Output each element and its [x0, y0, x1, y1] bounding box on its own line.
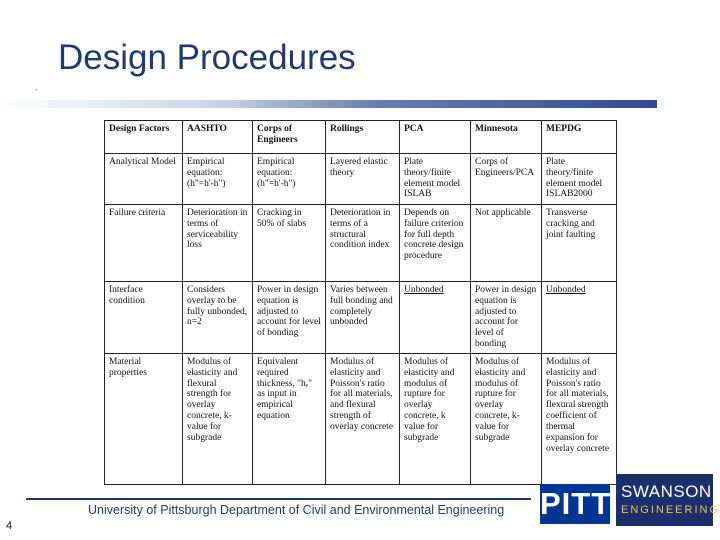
slide-title: Design Procedures: [58, 38, 356, 77]
table-cell: Equivalent required thickness, "hₑ" as input in empirical equation: [253, 353, 326, 484]
design-procedures-table: [104, 120, 617, 485]
table-row: [105, 205, 617, 282]
table-cell: Empirical equation: (h"=h'-h"): [183, 154, 253, 205]
table-cell: Unbonded: [400, 282, 471, 354]
table-row: [105, 154, 617, 205]
table-cell: Power in design equation is adjusted to account for level of bonding: [471, 282, 542, 354]
table-cell: Plate theory/finite element model ISLAB2000: [542, 154, 617, 205]
header-cell: AASHTO: [183, 121, 253, 154]
title-rule-fade: [0, 100, 220, 108]
table-cell: Analytical Model: [105, 154, 183, 205]
table-cell: Cracking in 50% of slabs: [253, 205, 326, 282]
table-cell: Not applicable: [471, 205, 542, 282]
swanson-logo-text: SWANSON: [621, 482, 712, 501]
header-cell: Design Factors: [105, 121, 183, 154]
table-cell: Modulus of elasticity and modulus of rupture for overlay concrete, k-value for subgrade: [471, 353, 542, 484]
table-cell: Considers overlay to be fully unbonded, n=2: [183, 282, 253, 354]
table-cell: Modulus of elasticity and Poisson's ratio for all materials, flexural strength coefficient of thermal expansion for overlay concrete: [542, 353, 617, 484]
table-header-row: [105, 121, 617, 154]
footer-text: University of Pittsburgh Department of Civil and Environmental Engineering: [88, 503, 505, 517]
table-cell: Plate theory/finite element model ISLAB: [400, 154, 471, 205]
pitt-swanson-logo: [540, 474, 720, 526]
table-row: [105, 282, 617, 354]
title-rule: [220, 100, 657, 108]
table-cell: Power in design equation is adjusted to account for level of bonding: [253, 282, 326, 354]
table-cell: Unbonded: [542, 282, 617, 354]
engineering-logo-text: ENGINEERING: [621, 504, 720, 516]
page-number: 4: [6, 520, 13, 532]
table-cell: Transverse cracking and joint faulting: [542, 205, 617, 282]
table-cell: Modulus of elasticity and modulus of rupture for overlay concrete, k value for subgrade: [400, 353, 471, 484]
table-cell: Corps of Engineers/PCA: [471, 154, 542, 205]
tick-mark: `: [35, 88, 38, 98]
swanson-logo-block: [616, 474, 720, 526]
table-cell: Deterioration in terms of a structural condition index: [326, 205, 400, 282]
table-row: [105, 353, 617, 484]
table-cell: Modulus of elasticity and Poisson's ratio for all materials, and flexural strength of overlay concrete: [326, 353, 400, 484]
table-cell: Empirical equation: (h"=h'-h"): [253, 154, 326, 205]
table-cell: Layered elastic theory: [326, 154, 400, 205]
header-cell: Minnesota: [471, 121, 542, 154]
header-cell: Rollings: [326, 121, 400, 154]
table-cell: Modulus of elasticity and flexural strength for overlay concrete, k-value for subgrade: [183, 353, 253, 484]
header-cell: PCA: [400, 121, 471, 154]
table-cell: Failure criteria: [105, 205, 183, 282]
header-cell: MEPDG: [542, 121, 617, 154]
table-cell: Depends on failure criterion for full depth concrete design procedure: [400, 205, 471, 282]
footer-rule: [26, 498, 531, 500]
table-cell: Material properties: [105, 353, 183, 484]
table-cell: Varies between full bonding and completely unbonded: [326, 282, 400, 354]
header-cell: Corps of Engineers: [253, 121, 326, 154]
table-cell: Deterioration in terms of serviceability loss: [183, 205, 253, 282]
table-cell: Interface condition: [105, 282, 183, 354]
pitt-logo-text: PITT: [540, 484, 610, 524]
